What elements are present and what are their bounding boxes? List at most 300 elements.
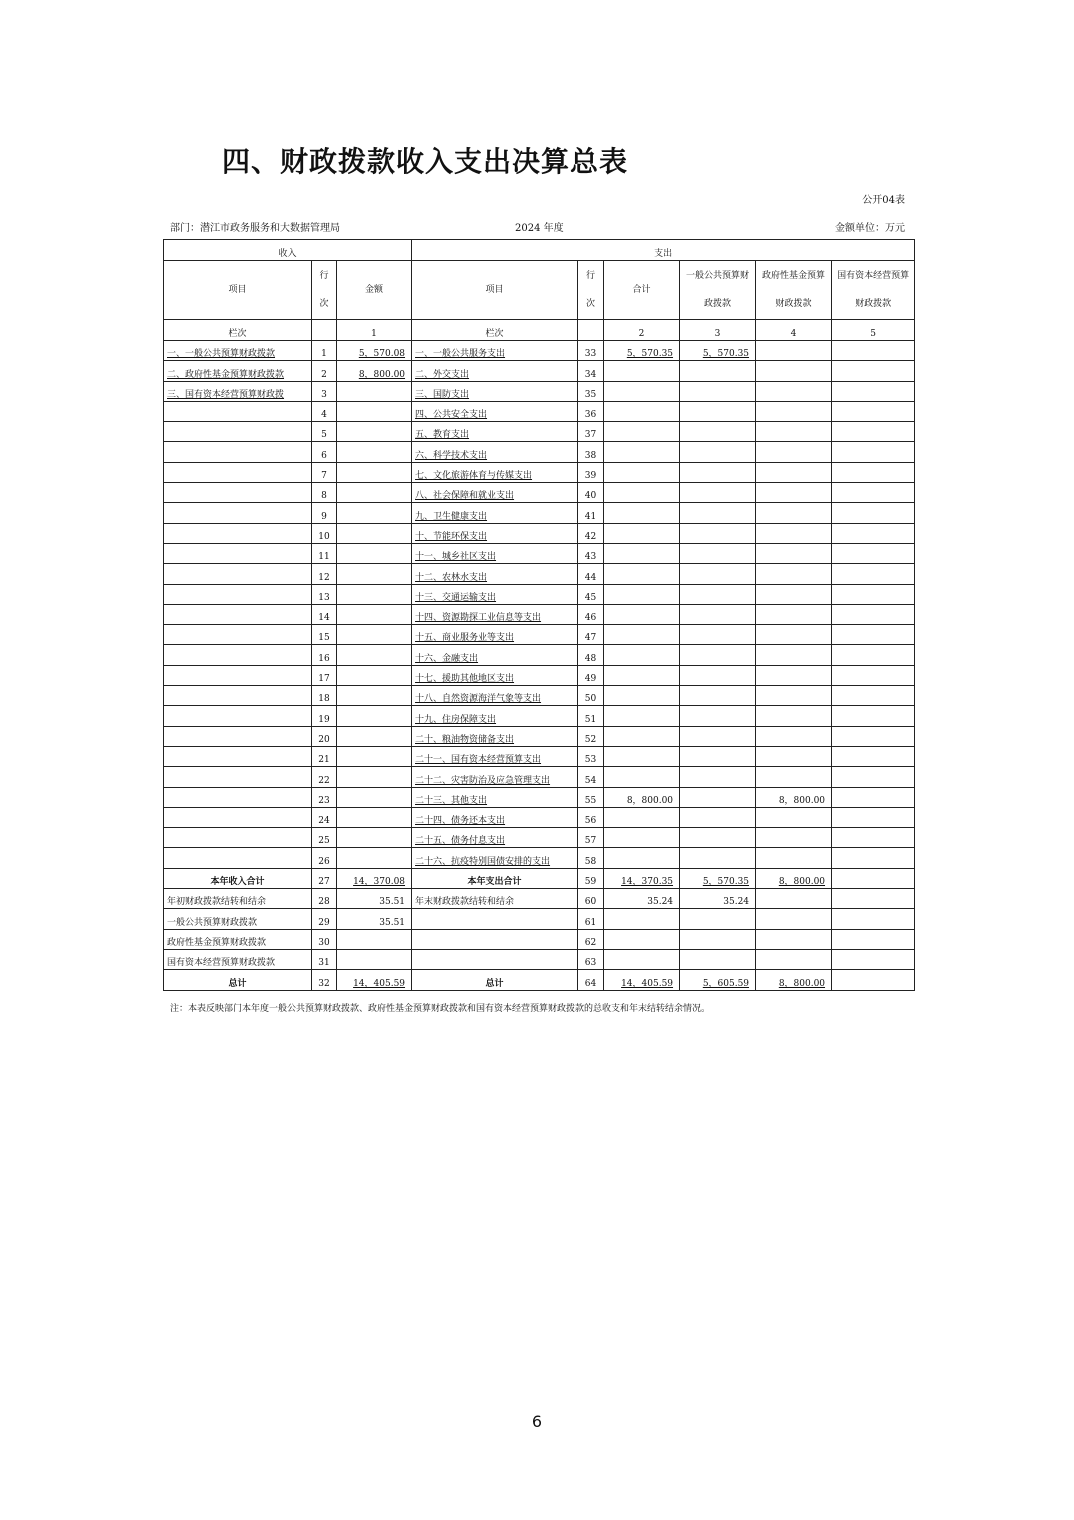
income-amount-cell xyxy=(337,686,412,706)
row-no-char-2: 次 xyxy=(586,299,596,309)
table-row xyxy=(164,889,915,909)
expense-row-no-cell: 55 xyxy=(578,787,604,807)
state-capital-cell xyxy=(832,767,915,787)
expense-row-no-cell: 42 xyxy=(578,523,604,543)
state-capital-cell xyxy=(832,341,915,361)
column-label-left: 栏次 xyxy=(164,320,312,341)
expense-item-cell: 十二、农林水支出 xyxy=(412,564,578,584)
state-capital-cell xyxy=(832,462,915,482)
expense-total-cell xyxy=(604,564,680,584)
expense-total-cell xyxy=(604,726,680,746)
income-row-no-cell: 22 xyxy=(312,767,337,787)
expense-total-cell xyxy=(604,422,680,442)
expense-total-cell xyxy=(604,381,680,401)
gov-fund-cell xyxy=(756,726,832,746)
expense-item-cell: 三、国防支出 xyxy=(412,381,578,401)
expense-total-cell: 14，370.35 xyxy=(604,868,680,888)
income-row-no-cell: 28 xyxy=(312,889,337,909)
income-amount-cell xyxy=(337,422,412,442)
income-row-no-cell: 25 xyxy=(312,828,337,848)
income-row-no-cell: 12 xyxy=(312,564,337,584)
income-amount-cell: 14，370.08 xyxy=(337,868,412,888)
expense-total-cell xyxy=(604,929,680,949)
general-budget-cell xyxy=(680,767,756,787)
gov-fund-cell xyxy=(756,848,832,868)
gov-fund-cell xyxy=(756,523,832,543)
state-capital-cell xyxy=(832,625,915,645)
expense-row-no-cell: 45 xyxy=(578,584,604,604)
general-budget-cell xyxy=(680,442,756,462)
expense-row-no-cell: 37 xyxy=(578,422,604,442)
expense-row-no-header xyxy=(578,261,604,320)
expense-item-cell: 十、节能环保支出 xyxy=(412,523,578,543)
general-budget-cell xyxy=(680,686,756,706)
general-budget-cell xyxy=(680,787,756,807)
income-row-no-cell: 8 xyxy=(312,483,337,503)
expense-item-cell: 九、卫生健康支出 xyxy=(412,503,578,523)
row-no-char-2: 次 xyxy=(319,299,329,309)
expense-row-no-cell: 63 xyxy=(578,949,604,969)
column-no-2: 2 xyxy=(604,320,680,341)
income-item-cell xyxy=(164,604,312,624)
general-budget-cell xyxy=(680,949,756,969)
income-amount-cell xyxy=(337,584,412,604)
income-item-cell xyxy=(164,787,312,807)
expense-total-cell xyxy=(604,767,680,787)
income-amount-cell: 14，405.59 xyxy=(337,970,412,990)
table-row xyxy=(164,767,915,787)
expense-item-cell: 十三、交通运输支出 xyxy=(412,584,578,604)
general-budget-cell xyxy=(680,909,756,929)
gov-fund-cell xyxy=(756,401,832,421)
general-budget-cell xyxy=(680,645,756,665)
income-row-no-cell: 26 xyxy=(312,848,337,868)
expense-item-cell: 年末财政拨款结转和结余 xyxy=(412,889,578,909)
state-capital-cell xyxy=(832,442,915,462)
income-item-cell xyxy=(164,483,312,503)
expense-total-cell xyxy=(604,401,680,421)
column-no-5: 5 xyxy=(832,320,915,341)
state-capital-cell xyxy=(832,889,915,909)
expense-row-no-cell: 44 xyxy=(578,564,604,584)
income-amount-cell xyxy=(337,442,412,462)
expense-row-no-cell: 52 xyxy=(578,726,604,746)
state-capital-cell xyxy=(832,604,915,624)
general-budget-cell: 5，570.35 xyxy=(680,868,756,888)
table-row xyxy=(164,462,915,482)
state-capital-cell xyxy=(832,706,915,726)
expense-row-no-cell: 64 xyxy=(578,970,604,990)
income-row-no-cell: 23 xyxy=(312,787,337,807)
income-item-cell: 本年收入合计 xyxy=(164,868,312,888)
general-budget-cell xyxy=(680,401,756,421)
general-budget-cell xyxy=(680,665,756,685)
expense-total-cell xyxy=(604,848,680,868)
expense-total-cell: 5，570.35 xyxy=(604,341,680,361)
income-amount-cell xyxy=(337,807,412,827)
table-row xyxy=(164,828,915,848)
expense-item-cell: 十四、资源勘探工业信息等支出 xyxy=(412,604,578,624)
table-row xyxy=(164,604,915,624)
income-row-no-cell: 2 xyxy=(312,361,337,381)
income-row-no-cell: 27 xyxy=(312,868,337,888)
general-budget-header: 一般公共预算财政拨款 xyxy=(680,261,756,320)
income-amount-header: 金额 xyxy=(337,261,412,320)
gov-fund-cell: 8，800.00 xyxy=(756,970,832,990)
income-item-cell xyxy=(164,726,312,746)
fiscal-year-label: 2024 年度 xyxy=(515,223,564,234)
expense-item-cell: 八、社会保障和就业支出 xyxy=(412,483,578,503)
expense-total-cell xyxy=(604,645,680,665)
expense-item-cell xyxy=(412,949,578,969)
expense-total-cell xyxy=(604,543,680,563)
income-amount-cell xyxy=(337,645,412,665)
general-budget-cell xyxy=(680,483,756,503)
gov-fund-cell xyxy=(756,889,832,909)
table-row xyxy=(164,625,915,645)
table-row xyxy=(164,381,915,401)
expense-row-no-cell: 53 xyxy=(578,746,604,766)
expense-row-no-cell: 34 xyxy=(578,361,604,381)
expense-row-no-cell: 35 xyxy=(578,381,604,401)
state-capital-cell xyxy=(832,848,915,868)
income-item-cell xyxy=(164,503,312,523)
page-title: 四、财政拨款收入支出决算总表 xyxy=(222,145,629,178)
expense-item-cell: 二十一、国有资本经营预算支出 xyxy=(412,746,578,766)
expense-item-cell: 二十五、债务付息支出 xyxy=(412,828,578,848)
expense-total-cell xyxy=(604,807,680,827)
income-item-cell xyxy=(164,401,312,421)
income-item-cell xyxy=(164,564,312,584)
income-row-no-cell: 24 xyxy=(312,807,337,827)
general-budget-cell xyxy=(680,422,756,442)
income-item-cell: 总计 xyxy=(164,970,312,990)
general-budget-cell xyxy=(680,543,756,563)
state-capital-cell xyxy=(832,828,915,848)
general-budget-cell xyxy=(680,807,756,827)
income-item-cell xyxy=(164,584,312,604)
income-row-no-cell: 31 xyxy=(312,949,337,969)
income-item-cell xyxy=(164,625,312,645)
expense-item-cell: 二十六、抗疫特别国债安排的支出 xyxy=(412,848,578,868)
table-row xyxy=(164,848,915,868)
state-capital-cell xyxy=(832,929,915,949)
expense-item-cell: 本年支出合计 xyxy=(412,868,578,888)
expense-total-cell xyxy=(604,442,680,462)
gov-fund-cell xyxy=(756,604,832,624)
income-item-cell: 一般公共预算财政拨款 xyxy=(164,909,312,929)
table-row xyxy=(164,909,915,929)
expense-total-cell: 35.24 xyxy=(604,889,680,909)
expense-row-no-cell: 38 xyxy=(578,442,604,462)
expense-row-no-cell: 40 xyxy=(578,483,604,503)
gov-fund-cell xyxy=(756,442,832,462)
expense-item-cell: 四、公共安全支出 xyxy=(412,401,578,421)
expense-total-cell xyxy=(604,828,680,848)
income-row-no-cell: 21 xyxy=(312,746,337,766)
expense-item-cell: 二十四、债务还本支出 xyxy=(412,807,578,827)
expense-item-cell: 十一、城乡社区支出 xyxy=(412,543,578,563)
gov-fund-cell xyxy=(756,706,832,726)
table-row xyxy=(164,401,915,421)
gov-fund-cell xyxy=(756,828,832,848)
income-item-header: 项目 xyxy=(164,261,312,320)
income-amount-cell xyxy=(337,543,412,563)
expense-row-no-cell: 57 xyxy=(578,828,604,848)
state-capital-cell xyxy=(832,726,915,746)
income-item-cell: 二、政府性基金预算财政拨款 xyxy=(164,361,312,381)
expense-row-no-cell: 48 xyxy=(578,645,604,665)
income-item-cell: 政府性基金预算财政拨款 xyxy=(164,929,312,949)
expense-item-cell: 二十二、灾害防治及应急管理支出 xyxy=(412,767,578,787)
income-row-no-cell: 7 xyxy=(312,462,337,482)
income-row-no-cell: 3 xyxy=(312,381,337,401)
expense-item-cell: 十五、商业服务业等支出 xyxy=(412,625,578,645)
column-label-right: 栏次 xyxy=(412,320,578,341)
income-row-no-cell: 18 xyxy=(312,686,337,706)
expense-item-cell: 七、文化旅游体育与传媒支出 xyxy=(412,462,578,482)
general-budget-cell: 5，570.35 xyxy=(680,341,756,361)
general-budget-cell xyxy=(680,706,756,726)
income-amount-cell xyxy=(337,401,412,421)
general-budget-cell xyxy=(680,503,756,523)
gov-fund-cell xyxy=(756,584,832,604)
expense-item-cell: 二、外交支出 xyxy=(412,361,578,381)
income-item-cell: 年初财政拨款结转和结余 xyxy=(164,889,312,909)
gov-fund-cell xyxy=(756,625,832,645)
income-row-no-cell: 10 xyxy=(312,523,337,543)
expense-item-cell xyxy=(412,909,578,929)
general-budget-cell: 35.24 xyxy=(680,889,756,909)
income-amount-cell xyxy=(337,665,412,685)
income-amount-cell xyxy=(337,503,412,523)
income-row-no-cell: 17 xyxy=(312,665,337,685)
gov-fund-cell xyxy=(756,361,832,381)
income-amount-cell xyxy=(337,625,412,645)
income-row-no-cell: 6 xyxy=(312,442,337,462)
general-budget-cell xyxy=(680,462,756,482)
table-row xyxy=(164,929,915,949)
income-item-cell xyxy=(164,807,312,827)
column-no-blank xyxy=(578,320,604,341)
finance-table xyxy=(163,239,915,991)
expense-item-cell: 一、一般公共服务支出 xyxy=(412,341,578,361)
gov-fund-cell xyxy=(756,564,832,584)
income-row-no-cell: 15 xyxy=(312,625,337,645)
expense-total-cell xyxy=(604,625,680,645)
gov-fund-cell xyxy=(756,767,832,787)
general-budget-cell xyxy=(680,361,756,381)
income-amount-cell: 8，800.00 xyxy=(337,361,412,381)
state-capital-cell xyxy=(832,483,915,503)
income-amount-cell xyxy=(337,706,412,726)
income-amount-cell xyxy=(337,949,412,969)
gov-fund-cell xyxy=(756,645,832,665)
state-capital-cell xyxy=(832,909,915,929)
general-budget-cell xyxy=(680,584,756,604)
income-item-cell xyxy=(164,645,312,665)
income-item-cell xyxy=(164,543,312,563)
gov-fund-cell xyxy=(756,909,832,929)
income-item-cell: 三、国有资本经营预算财政拨 xyxy=(164,381,312,401)
row-no-char-1: 行 xyxy=(586,271,596,281)
income-amount-cell xyxy=(337,848,412,868)
income-item-cell xyxy=(164,686,312,706)
expense-item-cell: 五、教育支出 xyxy=(412,422,578,442)
expense-total-cell xyxy=(604,462,680,482)
state-capital-cell xyxy=(832,523,915,543)
expense-row-no-cell: 46 xyxy=(578,604,604,624)
income-amount-cell: 35.51 xyxy=(337,909,412,929)
income-row-no-cell: 16 xyxy=(312,645,337,665)
expense-item-cell xyxy=(412,929,578,949)
expense-total-cell xyxy=(604,483,680,503)
expense-row-no-cell: 59 xyxy=(578,868,604,888)
state-capital-cell xyxy=(832,949,915,969)
income-amount-cell xyxy=(337,462,412,482)
expense-row-no-cell: 43 xyxy=(578,543,604,563)
gov-fund-cell xyxy=(756,462,832,482)
row-no-char-1: 行 xyxy=(319,271,329,281)
state-capital-cell xyxy=(832,746,915,766)
state-capital-cell xyxy=(832,422,915,442)
general-budget-cell xyxy=(680,746,756,766)
expense-row-no-cell: 60 xyxy=(578,889,604,909)
state-capital-header: 国有资本经营预算财政拨款 xyxy=(832,261,915,320)
income-amount-cell xyxy=(337,564,412,584)
income-row-no-header xyxy=(312,261,337,320)
expense-item-header: 项目 xyxy=(412,261,578,320)
income-section-header: 收入 xyxy=(164,240,412,261)
state-capital-cell xyxy=(832,807,915,827)
income-amount-cell xyxy=(337,483,412,503)
expense-item-cell: 总计 xyxy=(412,970,578,990)
general-budget-cell xyxy=(680,929,756,949)
table-row xyxy=(164,564,915,584)
expense-item-cell: 十八、自然资源海洋气象等支出 xyxy=(412,686,578,706)
expense-total-cell xyxy=(604,523,680,543)
expense-row-no-cell: 56 xyxy=(578,807,604,827)
expense-row-no-cell: 47 xyxy=(578,625,604,645)
table-row xyxy=(164,645,915,665)
table-footnote: 注：本表反映部门本年度一般公共预算财政拨款、政府性基金预算财政拨款和国有资本经营预算财政拨款的总收支和年末结转结余情况。 xyxy=(170,1004,711,1014)
income-item-cell: 一、一般公共预算财政拨款 xyxy=(164,341,312,361)
table-row xyxy=(164,726,915,746)
gov-fund-cell xyxy=(756,686,832,706)
income-row-no-cell: 20 xyxy=(312,726,337,746)
expense-total-header: 合计 xyxy=(604,261,680,320)
income-row-no-cell: 13 xyxy=(312,584,337,604)
income-row-no-cell: 14 xyxy=(312,604,337,624)
income-row-no-cell: 9 xyxy=(312,503,337,523)
expense-total-cell xyxy=(604,909,680,929)
state-capital-cell xyxy=(832,645,915,665)
income-row-no-cell: 30 xyxy=(312,929,337,949)
gov-fund-cell xyxy=(756,381,832,401)
expense-total-cell xyxy=(604,361,680,381)
expense-total-cell xyxy=(604,706,680,726)
column-no-3: 3 xyxy=(680,320,756,341)
income-row-no-cell: 29 xyxy=(312,909,337,929)
general-budget-cell: 5，605.59 xyxy=(680,970,756,990)
expense-total-cell xyxy=(604,949,680,969)
income-amount-cell xyxy=(337,604,412,624)
state-capital-cell xyxy=(832,868,915,888)
general-budget-cell xyxy=(680,523,756,543)
expense-row-no-cell: 39 xyxy=(578,462,604,482)
table-row xyxy=(164,686,915,706)
table-row xyxy=(164,442,915,462)
general-budget-cell xyxy=(680,726,756,746)
expense-section-header: 支出 xyxy=(412,240,915,261)
expense-total-cell xyxy=(604,665,680,685)
table-row xyxy=(164,503,915,523)
expense-row-no-cell: 58 xyxy=(578,848,604,868)
expense-total-cell xyxy=(604,584,680,604)
state-capital-cell xyxy=(832,787,915,807)
general-budget-cell xyxy=(680,564,756,584)
state-capital-cell xyxy=(832,970,915,990)
table-row xyxy=(164,665,915,685)
gov-fund-cell xyxy=(756,807,832,827)
expense-row-no-cell: 51 xyxy=(578,706,604,726)
income-item-cell: 国有资本经营预算财政拨款 xyxy=(164,949,312,969)
income-item-cell xyxy=(164,767,312,787)
income-item-cell xyxy=(164,462,312,482)
general-budget-cell xyxy=(680,848,756,868)
gov-fund-cell xyxy=(756,422,832,442)
general-budget-cell xyxy=(680,828,756,848)
income-item-cell xyxy=(164,828,312,848)
income-amount-cell: 35.51 xyxy=(337,889,412,909)
income-item-cell xyxy=(164,422,312,442)
general-budget-cell xyxy=(680,381,756,401)
expense-row-no-cell: 50 xyxy=(578,686,604,706)
state-capital-cell xyxy=(832,584,915,604)
income-row-no-cell: 11 xyxy=(312,543,337,563)
expense-row-no-cell: 62 xyxy=(578,929,604,949)
form-number: 公开04表 xyxy=(862,195,905,206)
table-row xyxy=(164,970,915,990)
table-row xyxy=(164,868,915,888)
currency-unit-label: 金额单位：万元 xyxy=(835,223,905,234)
expense-item-cell: 十九、住房保障支出 xyxy=(412,706,578,726)
income-item-cell xyxy=(164,665,312,685)
expense-total-cell xyxy=(604,503,680,523)
expense-row-no-cell: 36 xyxy=(578,401,604,421)
department-label: 部门：潜江市政务服务和大数据管理局 xyxy=(170,223,340,234)
expense-item-cell: 十六、金融支出 xyxy=(412,645,578,665)
column-no-blank xyxy=(312,320,337,341)
table-row xyxy=(164,483,915,503)
income-row-no-cell: 19 xyxy=(312,706,337,726)
table-row xyxy=(164,543,915,563)
income-row-no-cell: 1 xyxy=(312,341,337,361)
income-amount-cell xyxy=(337,787,412,807)
table-row xyxy=(164,787,915,807)
table-row xyxy=(164,807,915,827)
table-row xyxy=(164,341,915,361)
income-amount-cell xyxy=(337,523,412,543)
table-row xyxy=(164,584,915,604)
income-amount-cell xyxy=(337,767,412,787)
state-capital-cell xyxy=(832,503,915,523)
gov-fund-cell: 8，800.00 xyxy=(756,868,832,888)
gov-fund-cell xyxy=(756,543,832,563)
gov-fund-cell xyxy=(756,483,832,503)
expense-item-cell: 十七、援助其他地区支出 xyxy=(412,665,578,685)
income-row-no-cell: 5 xyxy=(312,422,337,442)
